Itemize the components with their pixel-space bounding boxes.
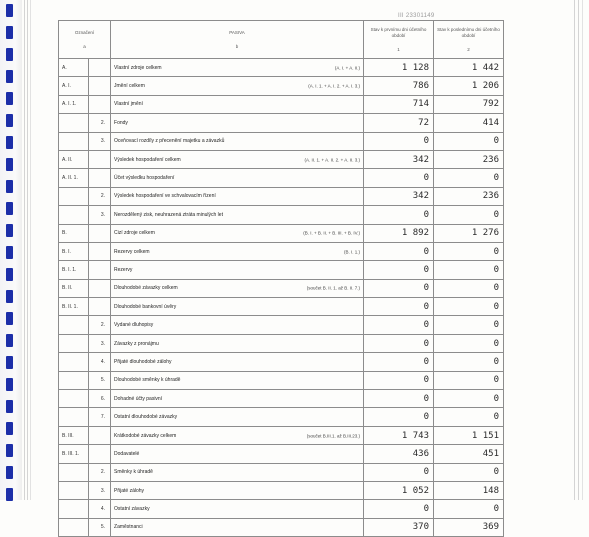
binder-hole [6, 444, 13, 457]
row-designation: A. [59, 59, 89, 77]
row-value-start: 0 [364, 169, 434, 187]
row-label-text: Fondy [114, 119, 128, 126]
row-value-end: 792 [434, 95, 504, 113]
row-label-text: Přijaté zálohy [114, 487, 145, 494]
row-value-start: 1 128 [364, 59, 434, 77]
paper-edge [24, 0, 25, 500]
row-value-start: 1 743 [364, 426, 434, 444]
binder-hole [6, 114, 13, 127]
row-label [111, 371, 364, 389]
row-designation [59, 353, 89, 371]
row-label-text: Ostatní dlouhodobé závazky [114, 414, 178, 421]
row-label-text: Výsledek hospodaření ve schvalovacím řízení [114, 193, 216, 200]
row-label-text: Závazky z pronájmu [114, 340, 159, 347]
table-row [59, 481, 504, 499]
row-value-start: 786 [364, 77, 434, 95]
table-row [59, 371, 504, 389]
row-subnumber: 7. [89, 408, 111, 426]
row-subnumber: 5. [89, 518, 111, 536]
binder-hole [6, 26, 13, 39]
row-value-start: 0 [364, 390, 434, 408]
row-value-end: 1 276 [434, 224, 504, 242]
balance-sheet-liabilities-table [58, 20, 504, 537]
header-col1: Stav k prvnímu dni účetního období 1 [364, 21, 434, 59]
row-value-start: 0 [364, 206, 434, 224]
binder-hole [6, 290, 13, 303]
row-label-text: Vlastní zdroje celkem [114, 64, 162, 71]
binder-hole [6, 312, 13, 325]
row-label [111, 187, 364, 205]
row-label [111, 463, 364, 481]
row-value-start: 0 [364, 242, 434, 260]
row-label-text: Krátkodobé závazky celkem [114, 432, 177, 439]
table-row [59, 187, 504, 205]
document-id: III 23301149 [398, 13, 435, 19]
binder-hole [6, 48, 13, 61]
row-value-start: 0 [364, 316, 434, 334]
row-designation [59, 500, 89, 518]
table-row [59, 242, 504, 260]
table-row [59, 114, 504, 132]
row-value-end: 0 [434, 169, 504, 187]
row-designation [59, 408, 89, 426]
row-designation: B. I. [59, 242, 89, 260]
binder-hole [6, 334, 13, 347]
table-header-row [59, 21, 504, 59]
row-label [111, 114, 364, 132]
row-subnumber: 6. [89, 390, 111, 408]
row-designation [59, 481, 89, 499]
row-value-start: 1 892 [364, 224, 434, 242]
row-label [111, 224, 364, 242]
row-value-start: 0 [364, 371, 434, 389]
row-label [111, 132, 364, 150]
row-formula: (B. I. 1.) [344, 249, 361, 255]
row-label-text: Výsledek hospodaření celkem [114, 156, 181, 163]
row-subnumber: 3. [89, 206, 111, 224]
row-label-text: Účet výsledku hospodaření [114, 175, 175, 182]
row-subnumber [89, 426, 111, 444]
table-row [59, 95, 504, 113]
row-value-end: 369 [434, 518, 504, 536]
row-subnumber [89, 150, 111, 168]
row-subnumber [89, 242, 111, 260]
row-label [111, 242, 364, 260]
row-value-start: 714 [364, 95, 434, 113]
row-subnumber: 2. [89, 114, 111, 132]
row-designation [59, 114, 89, 132]
table-row [59, 59, 504, 77]
table-row [59, 150, 504, 168]
table-row [59, 224, 504, 242]
binder-hole [6, 466, 13, 479]
row-value-start: 0 [364, 353, 434, 371]
binder-hole [6, 180, 13, 193]
row-subnumber: 4. [89, 500, 111, 518]
row-value-start: 370 [364, 518, 434, 536]
paper-edge [578, 0, 579, 500]
binder-hole [6, 70, 13, 83]
paper-edge [582, 0, 583, 500]
table-row [59, 500, 504, 518]
row-label-text: Zaměstnanci [114, 524, 143, 531]
table-row [59, 463, 504, 481]
row-value-end: 414 [434, 114, 504, 132]
row-value-end: 236 [434, 150, 504, 168]
row-value-end: 0 [434, 408, 504, 426]
row-designation [59, 518, 89, 536]
row-subnumber [89, 261, 111, 279]
row-value-end: 0 [434, 298, 504, 316]
row-label-text: Rezervy [114, 266, 133, 273]
row-label [111, 390, 364, 408]
row-label-text: Dlouhodobé závazky celkem [114, 285, 178, 292]
row-label [111, 445, 364, 463]
binder-hole [6, 246, 13, 259]
row-label-text: Ostatní závazky [114, 506, 150, 513]
paper-edge [574, 0, 575, 500]
row-value-start: 342 [364, 187, 434, 205]
table-row [59, 206, 504, 224]
row-subnumber [89, 298, 111, 316]
row-designation: A. I. 1. [59, 95, 89, 113]
row-value-end: 0 [434, 463, 504, 481]
row-label [111, 59, 364, 77]
row-designation [59, 371, 89, 389]
row-value-end: 0 [434, 261, 504, 279]
table-row [59, 316, 504, 334]
table-row [59, 298, 504, 316]
row-label [111, 77, 364, 95]
table-row [59, 445, 504, 463]
row-designation: B. I. 1. [59, 261, 89, 279]
binder-hole [6, 488, 13, 501]
row-designation: B. II. [59, 279, 89, 297]
row-value-start: 342 [364, 150, 434, 168]
row-value-start: 0 [364, 334, 434, 352]
binder-hole [6, 224, 13, 237]
row-label [111, 150, 364, 168]
row-designation [59, 463, 89, 481]
row-value-start: 0 [364, 463, 434, 481]
table-row [59, 77, 504, 95]
row-value-end: 1 151 [434, 426, 504, 444]
row-label [111, 408, 364, 426]
row-subnumber: 3. [89, 334, 111, 352]
table-row [59, 261, 504, 279]
row-subnumber: 4. [89, 353, 111, 371]
row-value-end: 0 [434, 132, 504, 150]
row-label-text: Dlouhodobé směnky k úhradě [114, 377, 181, 384]
row-subnumber: 5. [89, 371, 111, 389]
row-designation [59, 390, 89, 408]
row-value-end: 0 [434, 390, 504, 408]
row-label [111, 426, 364, 444]
row-value-start: 0 [364, 279, 434, 297]
row-value-end: 0 [434, 371, 504, 389]
row-label [111, 206, 364, 224]
binder-hole [6, 158, 13, 171]
table-row [59, 334, 504, 352]
row-designation [59, 316, 89, 334]
row-subnumber [89, 95, 111, 113]
row-subnumber [89, 279, 111, 297]
row-label-text: Jmění celkem [114, 83, 145, 90]
binder-hole [6, 378, 13, 391]
row-label [111, 518, 364, 536]
row-value-end: 0 [434, 279, 504, 297]
row-value-start: 0 [364, 408, 434, 426]
row-value-end: 0 [434, 206, 504, 224]
row-label [111, 261, 364, 279]
row-label-text: Směnky k úhradě [114, 469, 153, 476]
row-label-text: Oceňovací rozdíly z přecenění majetku a závazků [114, 138, 225, 145]
header-oznaceni: Označení a [59, 21, 111, 59]
row-label-text: Dodavatelé [114, 450, 140, 457]
row-subnumber [89, 224, 111, 242]
row-label-text: Nerozdělený zisk, neuhrazená ztráta minulých let [114, 211, 223, 218]
table-row [59, 426, 504, 444]
row-designation: B. III. 1. [59, 445, 89, 463]
table-row [59, 353, 504, 371]
binder-hole [6, 356, 13, 369]
table-row [59, 518, 504, 536]
row-value-end: 236 [434, 187, 504, 205]
binder-hole [6, 400, 13, 413]
row-label [111, 298, 364, 316]
row-designation: A. II. [59, 150, 89, 168]
row-formula: (součet B.III.1. až B.III.23.) [306, 433, 361, 438]
row-label [111, 500, 364, 518]
row-label-text: Vydané dluhopisy [114, 322, 154, 329]
row-value-end: 148 [434, 481, 504, 499]
binder-hole [6, 92, 13, 105]
paper-edge [30, 0, 31, 500]
row-subnumber [89, 77, 111, 95]
row-value-end: 0 [434, 316, 504, 334]
row-label [111, 169, 364, 187]
row-formula: (A. I. + A. II.) [334, 65, 361, 71]
row-value-start: 0 [364, 132, 434, 150]
paper-edge [27, 0, 28, 500]
row-value-end: 0 [434, 334, 504, 352]
table-body [59, 59, 504, 537]
binder-hole [6, 422, 13, 435]
row-label-text: Rezervy celkem [114, 248, 150, 255]
row-label [111, 353, 364, 371]
row-formula: (A. I. 1. + A. I. 2. + A. I. 3.) [308, 83, 361, 89]
row-value-end: 0 [434, 500, 504, 518]
row-label [111, 334, 364, 352]
row-designation: B. II. 1. [59, 298, 89, 316]
row-subnumber: 2. [89, 316, 111, 334]
row-label-text: Vlastní jmění [114, 101, 143, 108]
row-formula: (A. II. 1. + A. II. 2. + A. II. 3.) [304, 157, 361, 163]
row-value-end: 0 [434, 353, 504, 371]
table-row [59, 279, 504, 297]
binder-hole [6, 136, 13, 149]
row-label-text: Dlouhodobé bankovní úvěry [114, 303, 177, 310]
row-value-start: 0 [364, 261, 434, 279]
row-label [111, 316, 364, 334]
row-label-text: Cizí zdroje celkem [114, 230, 155, 237]
row-subnumber: 3. [89, 481, 111, 499]
row-subnumber: 2. [89, 187, 111, 205]
row-value-end: 451 [434, 445, 504, 463]
row-designation: B. III. [59, 426, 89, 444]
row-designation [59, 206, 89, 224]
row-subnumber [89, 169, 111, 187]
binder-hole [6, 268, 13, 281]
row-label [111, 279, 364, 297]
table-row [59, 132, 504, 150]
table-row [59, 169, 504, 187]
row-designation [59, 132, 89, 150]
row-designation [59, 187, 89, 205]
row-value-start: 1 052 [364, 481, 434, 499]
row-subnumber: 3. [89, 132, 111, 150]
row-formula: (B. I. + B. II. + B. III. + B. IV.) [303, 230, 361, 236]
row-value-start: 72 [364, 114, 434, 132]
row-value-end: 0 [434, 242, 504, 260]
row-label [111, 481, 364, 499]
row-value-end: 1 206 [434, 77, 504, 95]
row-label-text: Přijaté dlouhodobé zálohy [114, 358, 172, 365]
binder-hole [6, 4, 13, 17]
row-subnumber: 2. [89, 463, 111, 481]
row-value-start: 0 [364, 298, 434, 316]
header-col2: Stav k poslednímu dni účetního období 2 [434, 21, 504, 59]
header-text: PASIVA b [111, 21, 364, 59]
row-designation: B. [59, 224, 89, 242]
table-row [59, 390, 504, 408]
row-formula: (součet B. II. 1. až B. II. 7.) [306, 285, 361, 291]
row-label-text: Dohadné účty pasivní [114, 395, 163, 402]
row-subnumber [89, 445, 111, 463]
row-subnumber [89, 59, 111, 77]
row-designation: A. II. 1. [59, 169, 89, 187]
binder-hole [6, 202, 13, 215]
row-value-end: 1 442 [434, 59, 504, 77]
row-value-start: 0 [364, 500, 434, 518]
row-designation: A. I. [59, 77, 89, 95]
table-row [59, 408, 504, 426]
row-value-start: 436 [364, 445, 434, 463]
row-designation [59, 334, 89, 352]
row-label [111, 95, 364, 113]
